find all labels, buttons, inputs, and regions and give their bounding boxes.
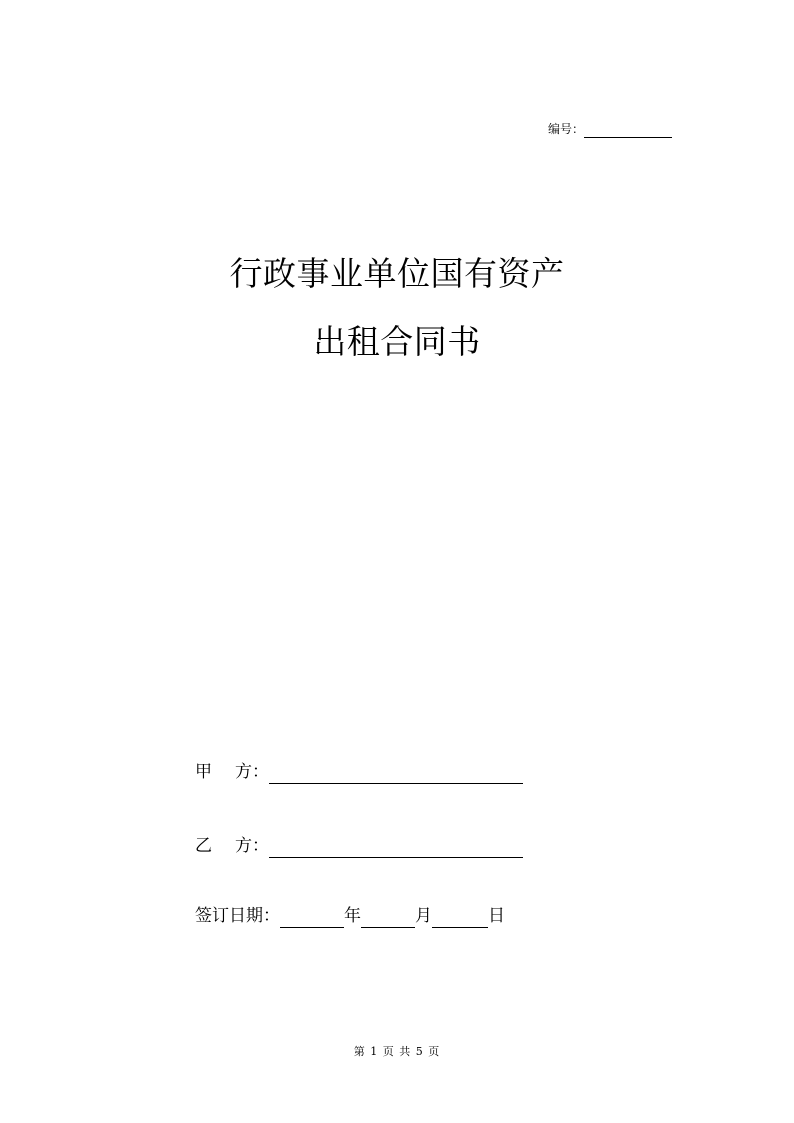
party-b-label-second: 方： bbox=[235, 836, 269, 856]
party-a-label-second: 方： bbox=[235, 762, 269, 782]
sign-date-month-label: 月 bbox=[415, 906, 432, 926]
document-title-line-1: 行政事业单位国有资产 bbox=[229, 254, 565, 293]
party-a-row bbox=[195, 760, 523, 784]
sign-date-month-blank bbox=[361, 909, 415, 928]
serial-number-blank bbox=[584, 123, 672, 138]
sign-date-row bbox=[195, 904, 505, 928]
serial-number bbox=[548, 120, 672, 138]
party-b-row bbox=[195, 834, 523, 858]
sign-date-year-blank bbox=[280, 909, 344, 928]
sign-date-day-blank bbox=[432, 909, 488, 928]
document-title-line-2: 出租合同书 bbox=[313, 322, 481, 361]
party-a-label-first: 甲 bbox=[195, 762, 212, 782]
serial-number-label: 编号： bbox=[548, 122, 585, 136]
page-footer: 第 1 页 共 5 页 bbox=[353, 1045, 441, 1058]
party-a-blank bbox=[269, 765, 523, 784]
sign-date-day-label: 日 bbox=[488, 906, 505, 926]
sign-date-year-label: 年 bbox=[344, 906, 361, 926]
party-b-blank bbox=[269, 839, 523, 858]
sign-date-label: 签订日期： bbox=[195, 906, 280, 926]
party-b-label-first: 乙 bbox=[195, 836, 212, 856]
